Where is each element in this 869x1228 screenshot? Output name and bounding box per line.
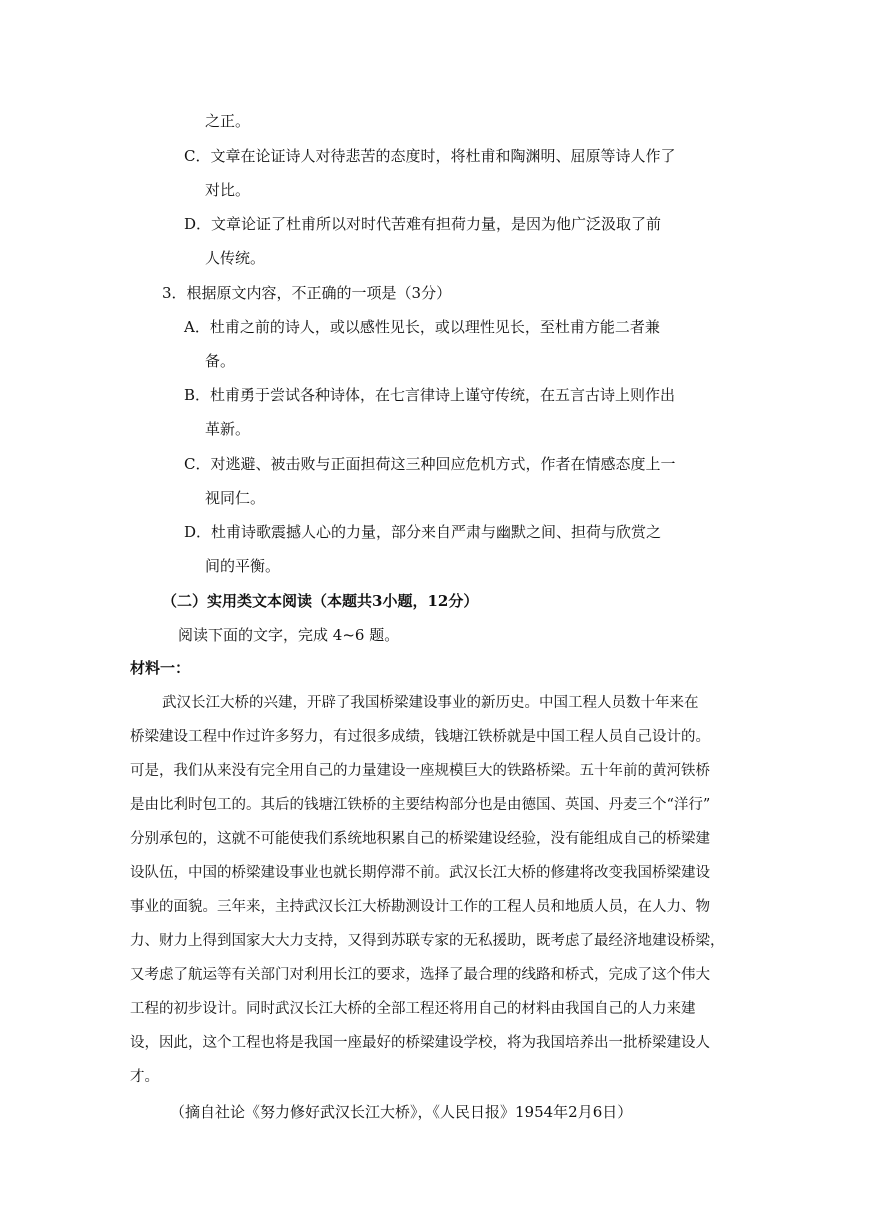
q3-option-b-line1: B．杜甫勇于尝试各种诗体，在七言律诗上谨守传统，在五言古诗上则作出 [184,386,676,404]
q3-option-a-line2: 备。 [205,352,236,370]
source-citation: （摘自社论《努力修好武汉长江大桥》，《人民日报》1954年2月6日） [170,1103,633,1121]
q3-option-c-line1: C．对逃避、被击败与正面担荷这三种回应危机方式，作者在情感态度上一 [184,455,676,473]
passage-line: 工程的初步设计。同时武汉长江大桥的全部工程还将用自己的材料由我国自己的人力来建 [130,1001,696,1017]
passage-line: 力、财力上得到国家大大力支持，又得到苏联专家的无私援助，既考虑了最经济地建设桥梁， [130,933,725,949]
section-heading: （二）实用类文本阅读（本题共3小题，12分） [162,592,479,610]
passage-line: 桥梁建设工程中作过许多努力，有过很多成绩，钱塘江铁桥就是中国工程人员自己设计的。 [130,729,710,745]
material-label: 材料一： [130,659,191,677]
passage-line: 武汉长江大桥的兴建，开辟了我国桥梁建设事业的新历史。中国工程人员数十年来在 [162,695,699,711]
q3-option-d-line2: 间的平衡。 [205,557,281,575]
q3-option-d-line1: D．杜甫诗歌震撼人心的力量，部分来自严肃与幽默之间、担荷与欣赏之 [184,523,662,541]
q3-option-b-line2: 革新。 [205,420,251,438]
q2-option-d-line1: D．文章论证了杜甫所以对时代苦难有担荷力量，是因为他广泛汲取了前 [184,215,662,233]
q2-option-d-line2: 人传统。 [205,249,266,267]
passage-line: 又考虑了航运等有关部门对利用长江的要求，选择了最合理的线路和桥式，完成了这个伟大 [130,967,710,983]
section-instruction: 阅读下面的文字，完成 4~6 题。 [178,626,400,644]
q3-stem: 3．根据原文内容，不正确的一项是（3分） [162,284,452,302]
passage-line: 设队伍，中国的桥梁建设事业也就长期停滞不前。武汉长江大桥的修建将改变我国桥梁建设 [130,865,710,881]
passage-line: 事业的面貌。三年来，主持武汉长江大桥勘测设计工作的工程人员和地质人员，在人力、物 [130,899,710,915]
passage-line: 设，因此，这个工程也将是我国一座最好的桥梁建设学校，将为我国培养出一批桥梁建设人 [130,1035,710,1051]
passage-line: 才。 [130,1069,159,1085]
q2-option-c-line1: C．文章在论证诗人对待悲苦的态度时，将杜甫和陶渊明、屈原等诗人作了 [184,147,676,165]
q3-option-c-line2: 视同仁。 [205,489,266,507]
q2-option-a-continuation: 之正。 [205,112,251,130]
passage-line: 是由比利时包工的。其后的钱塘江铁桥的主要结构部分也是由德国、英国、丹麦三个“洋行” [130,797,711,813]
q2-option-c-line2: 对比。 [205,181,251,199]
passage-line: 可是，我们从来没有完全用自己的力量建设一座规模巨大的铁路桥梁。五十年前的黄河铁桥 [130,763,710,779]
q3-option-a-line1: A．杜甫之前的诗人，或以感性见长，或以理性见长，至杜甫方能二者兼 [184,318,660,336]
passage-line: 分别承包的，这就不可能使我们系统地积累自己的桥梁建设经验，没有能组成自己的桥梁建 [130,831,710,847]
